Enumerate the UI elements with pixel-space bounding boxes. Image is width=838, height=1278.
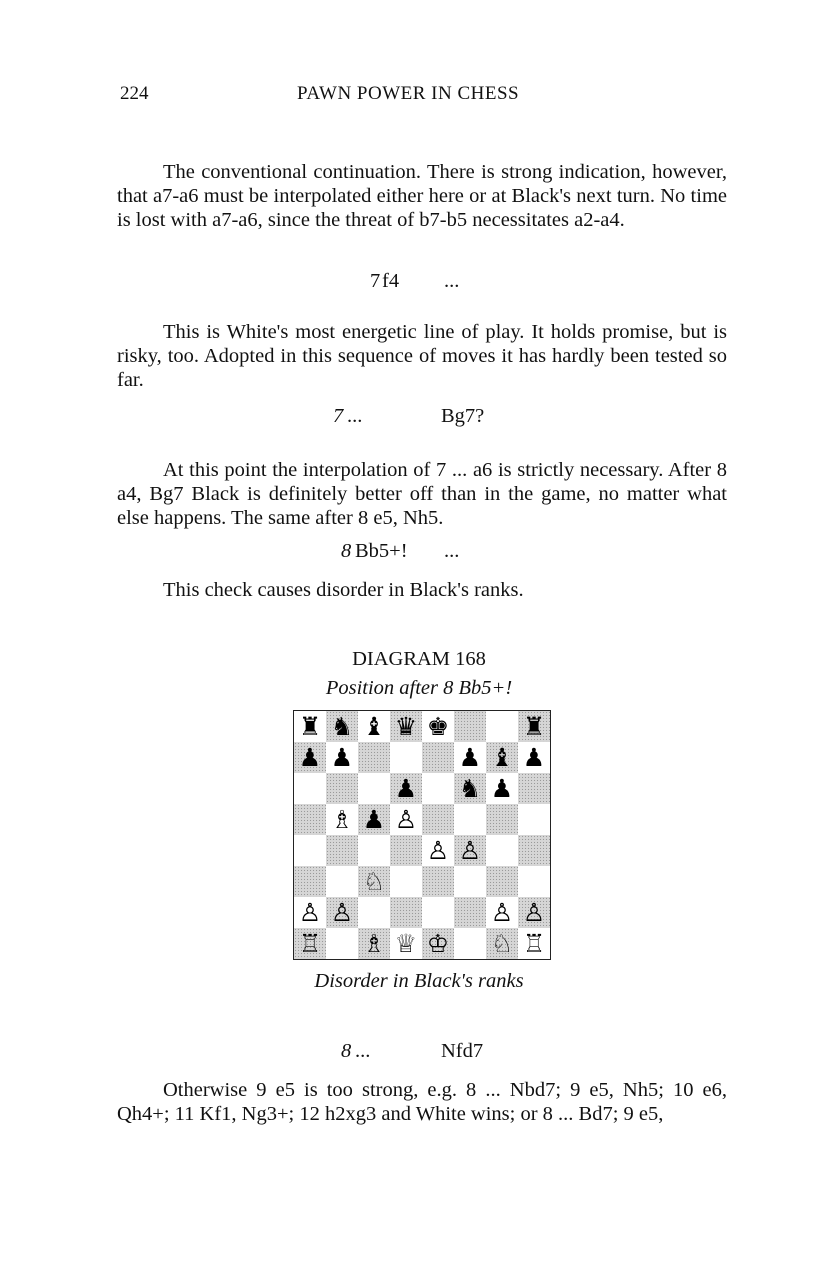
square-a3: [294, 866, 326, 897]
chess-piece: ♖: [298, 929, 322, 958]
chess-piece: ♕: [394, 929, 418, 958]
square-g5: [486, 804, 518, 835]
chess-piece: ♟: [362, 805, 386, 834]
square-c4: [358, 835, 390, 866]
chess-piece: ♘: [362, 867, 386, 896]
square-e7: [422, 742, 454, 773]
square-e8: [422, 711, 454, 742]
square-f4: [454, 835, 486, 866]
square-h4: [518, 835, 550, 866]
move-black: Nfd7: [441, 1040, 484, 1062]
square-a2: [294, 897, 326, 928]
square-c6: [358, 773, 390, 804]
square-h2: [518, 897, 550, 928]
square-c5: [358, 804, 390, 835]
chess-piece: ♙: [298, 898, 322, 927]
chess-piece: ♝: [362, 712, 386, 741]
paragraph-1-text: The conventional continuation. There is strong indication, however, that a7-a6 must be interpolated either here or at Black's next turn. No time is lost with a7-a6, since the threat of b7-b5 necessitates a2-a4.: [117, 161, 727, 231]
square-b4: [326, 835, 358, 866]
square-e5: [422, 804, 454, 835]
square-c7: [358, 742, 390, 773]
square-g4: [486, 835, 518, 866]
square-h5: [518, 804, 550, 835]
square-g8: [486, 711, 518, 742]
move-white: f4: [382, 270, 400, 292]
chess-piece: ♙: [330, 898, 354, 927]
move-black: ...: [444, 540, 460, 562]
chess-piece: ♜: [298, 712, 322, 741]
paragraph-2: [117, 320, 727, 392]
chess-piece: ♛: [394, 712, 418, 741]
chess-piece: ♗: [330, 805, 354, 834]
square-h3: [518, 866, 550, 897]
square-b3: [326, 866, 358, 897]
square-e1: [422, 928, 454, 959]
square-a1: [294, 928, 326, 959]
chess-board: [293, 710, 551, 960]
chess-piece: ♗: [362, 929, 386, 958]
chess-piece: ♙: [394, 805, 418, 834]
move-number: 7: [333, 405, 344, 427]
chess-piece: ♟: [490, 774, 514, 803]
chess-piece: ♔: [426, 929, 450, 958]
square-e3: [422, 866, 454, 897]
chess-piece: ♟: [298, 743, 322, 772]
square-b6: [326, 773, 358, 804]
diagram-subtitle: Position after 8 Bb5+!: [325, 677, 513, 699]
square-g6: [486, 773, 518, 804]
chess-piece: ♟: [522, 743, 546, 772]
square-g1: [486, 928, 518, 959]
move-number: 7: [370, 270, 381, 292]
chess-piece: ♞: [330, 712, 354, 741]
paragraph-3: [117, 458, 727, 530]
square-e2: [422, 897, 454, 928]
square-d7: [390, 742, 422, 773]
square-f8: [454, 711, 486, 742]
square-h1: [518, 928, 550, 959]
diagram-caption: Disorder in Black's ranks: [314, 970, 524, 992]
square-g3: [486, 866, 518, 897]
chess-piece: ♘: [490, 929, 514, 958]
chess-piece: ♙: [458, 836, 482, 865]
square-d2: [390, 897, 422, 928]
chess-piece: ♟: [458, 743, 482, 772]
square-b1: [326, 928, 358, 959]
page-number: 224: [120, 83, 149, 104]
square-b7: [326, 742, 358, 773]
square-h6: [518, 773, 550, 804]
square-e4: [422, 835, 454, 866]
move-white: Bb5+!: [355, 540, 408, 562]
square-e6: [422, 773, 454, 804]
paragraph-4: [117, 578, 727, 602]
square-h7: [518, 742, 550, 773]
square-f2: [454, 897, 486, 928]
square-d1: [390, 928, 422, 959]
move-number: 8: [341, 540, 352, 562]
chess-piece: ♝: [490, 743, 514, 772]
move-black: ...: [444, 270, 460, 292]
paragraph-4-text: This check causes disorder in Black's ranks.: [163, 579, 524, 601]
chess-piece: ♙: [490, 898, 514, 927]
square-d5: [390, 804, 422, 835]
square-g7: [486, 742, 518, 773]
square-d4: [390, 835, 422, 866]
paragraph-5-text: Otherwise 9 e5 is too strong, e.g. 8 ... Nbd7; 9 e5, Nh5; 10 e6, Qh4+; 11 Kf1, Ng3+; 12 h2xg3 and White wins; or 8 ... Bd7; 9 e5,: [117, 1079, 727, 1125]
square-c8: [358, 711, 390, 742]
square-c2: [358, 897, 390, 928]
square-f6: [454, 773, 486, 804]
square-a4: [294, 835, 326, 866]
square-d8: [390, 711, 422, 742]
square-f1: [454, 928, 486, 959]
square-b2: [326, 897, 358, 928]
chess-piece: ♙: [426, 836, 450, 865]
square-c1: [358, 928, 390, 959]
square-f7: [454, 742, 486, 773]
square-a6: [294, 773, 326, 804]
square-a7: [294, 742, 326, 773]
chess-piece: ♖: [522, 929, 546, 958]
move-black: Bg7?: [441, 405, 485, 427]
square-g2: [486, 897, 518, 928]
paragraph-1: [117, 160, 727, 232]
move-dots: ...: [347, 405, 363, 427]
move-dots: ...: [355, 1040, 371, 1062]
running-title: PAWN POWER IN CHESS: [297, 83, 520, 104]
diagram-title: DIAGRAM 168: [352, 648, 486, 670]
paragraph-5: [117, 1078, 727, 1126]
move-number: 8: [341, 1040, 352, 1062]
square-a5: [294, 804, 326, 835]
square-b8: [326, 711, 358, 742]
square-f5: [454, 804, 486, 835]
square-a8: [294, 711, 326, 742]
square-b5: [326, 804, 358, 835]
square-c3: [358, 866, 390, 897]
paragraph-2-text: This is White's most energetic line of play. It holds promise, but is risky, too. Adopted in this sequence of moves it has hardly been tested so far.: [117, 321, 727, 391]
chess-piece: ♙: [522, 898, 546, 927]
chess-piece: ♚: [426, 712, 450, 741]
square-f3: [454, 866, 486, 897]
chess-piece: ♞: [458, 774, 482, 803]
square-h8: [518, 711, 550, 742]
chess-piece: ♟: [330, 743, 354, 772]
square-d6: [390, 773, 422, 804]
chess-piece: ♟: [394, 774, 418, 803]
chess-piece: ♜: [522, 712, 546, 741]
square-d3: [390, 866, 422, 897]
paragraph-3-text: At this point the interpolation of 7 ... a6 is strictly necessary. After 8 a4, Bg7 Black is definitely better off than in the game, no matter what else happens. The same after 8 e5, Nh5.: [117, 459, 727, 529]
